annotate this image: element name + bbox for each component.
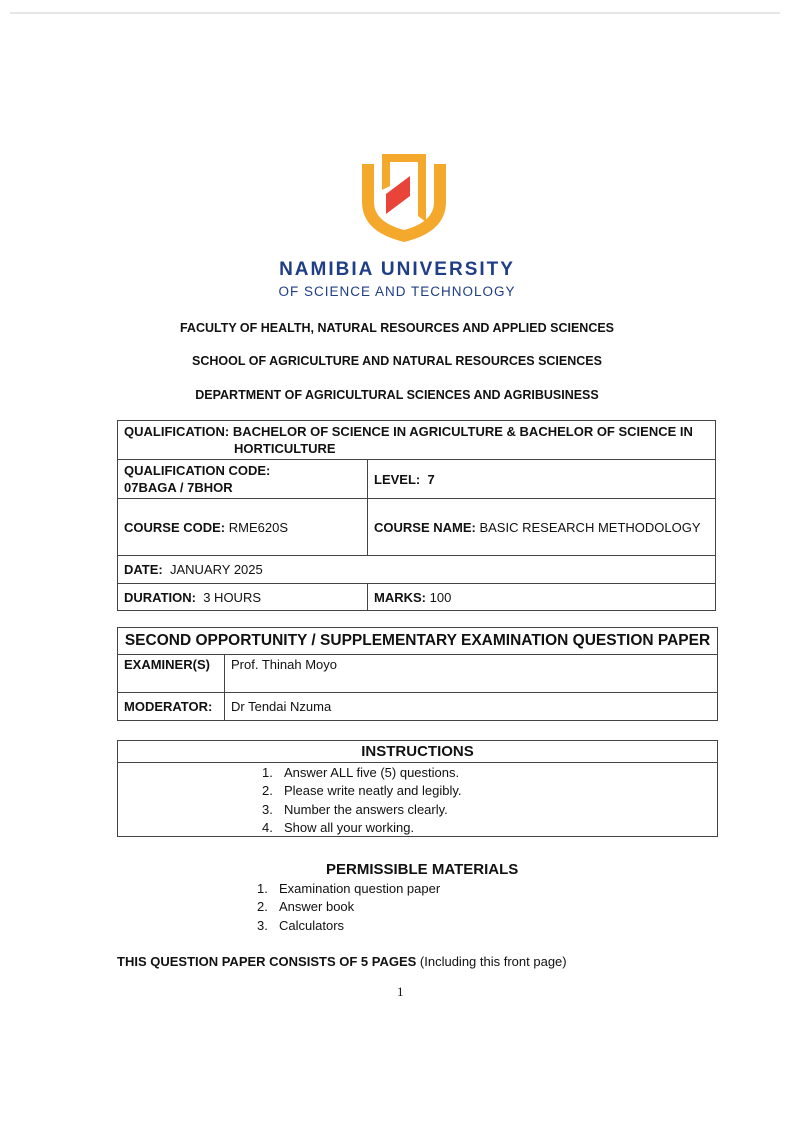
qualification-label: QUALIFICATION: — [124, 424, 230, 439]
item-number: 2. — [257, 899, 268, 915]
duration-label: DURATION: — [124, 589, 196, 605]
list-item — [262, 782, 462, 800]
item-text: Please write neatly and legibly. — [284, 783, 462, 799]
list-item — [257, 898, 440, 916]
examiner-label: EXAMINER(S) — [118, 655, 225, 693]
instructions-list — [262, 764, 462, 837]
level-label: LEVEL: — [374, 471, 421, 487]
page-count-bold: THIS QUESTION PAPER CONSISTS OF 5 PAGES — [117, 954, 417, 969]
date-label: DATE: — [124, 562, 163, 577]
list-item — [257, 917, 440, 935]
item-text: Number the answers clearly. — [284, 801, 448, 817]
course-name-label: COURSE NAME: — [374, 519, 476, 535]
list-item — [257, 880, 440, 898]
duration-value: 3 HOURS — [203, 589, 262, 605]
item-number: 1. — [257, 881, 268, 896]
course-info-table — [117, 420, 716, 611]
item-number: 2. — [262, 783, 273, 799]
school-heading: SCHOOL OF AGRICULTURE AND NATURAL RESOURCES SCIENCES — [192, 354, 602, 368]
faculty-heading: FACULTY OF HEALTH, NATURAL RESOURCES AND APPLIED SCIENCES — [179, 321, 615, 335]
item-number: 1. — [262, 765, 273, 780]
materials-list — [257, 880, 440, 935]
materials-title: PERMISSIBLE MATERIALS — [326, 861, 519, 878]
university-name: NAMIBIA UNIVERSITY — [279, 259, 515, 280]
marks-value: 100 — [429, 589, 452, 605]
marks-label: MARKS: — [374, 589, 426, 605]
level-value: 7 — [427, 471, 435, 487]
department-heading: DEPARTMENT OF AGRICULTURAL SCIENCES AND AGRIBUSINESS — [195, 388, 599, 402]
page-count-note — [117, 954, 567, 969]
qualification-value: BACHELOR OF SCIENCE IN AGRICULTURE & BACHELOR OF SCIENCE IN — [232, 424, 693, 439]
list-item — [262, 801, 462, 819]
list-item — [262, 819, 462, 837]
qualification-value-cont: HORTICULTURE — [234, 441, 336, 456]
page-number: 1 — [397, 984, 404, 999]
examiner-value: Prof. Thinah Moyo — [225, 655, 718, 693]
item-number: 3. — [257, 917, 268, 933]
moderator-value: Dr Tendai Nzuma — [225, 693, 718, 721]
item-text: Answer book — [279, 899, 355, 915]
university-shield-logo — [360, 150, 448, 244]
moderator-label: MODERATOR: — [118, 693, 225, 721]
exam-type-title: SECOND OPPORTUNITY / SUPPLEMENTARY EXAMINATION QUESTION PAPER — [118, 628, 718, 655]
item-text: Calculators — [279, 917, 345, 933]
item-text: Answer ALL five (5) questions. — [284, 765, 460, 780]
scan-edge-line — [10, 12, 780, 14]
page-count-rest: (Including this front page) — [416, 954, 567, 969]
examiner-table — [117, 627, 718, 721]
instructions-title: INSTRUCTIONS — [118, 741, 717, 763]
qualification-code-value: 07BAGA / 7BHOR — [124, 480, 233, 495]
course-code-label: COURSE CODE: — [124, 519, 226, 535]
item-number: 4. — [262, 819, 273, 835]
list-item — [262, 764, 462, 782]
item-text: Examination question paper — [279, 881, 441, 896]
item-number: 3. — [262, 801, 273, 817]
qualification-code-label: QUALIFICATION CODE: — [124, 463, 271, 478]
course-code-value: RME620S — [228, 519, 288, 535]
course-name-value: BASIC RESEARCH METHODOLOGY — [479, 519, 701, 535]
item-text: Show all your working. — [284, 819, 415, 835]
university-subtitle: OF SCIENCE AND TECHNOLOGY — [278, 284, 516, 299]
date-value: JANUARY 2025 — [170, 562, 263, 577]
